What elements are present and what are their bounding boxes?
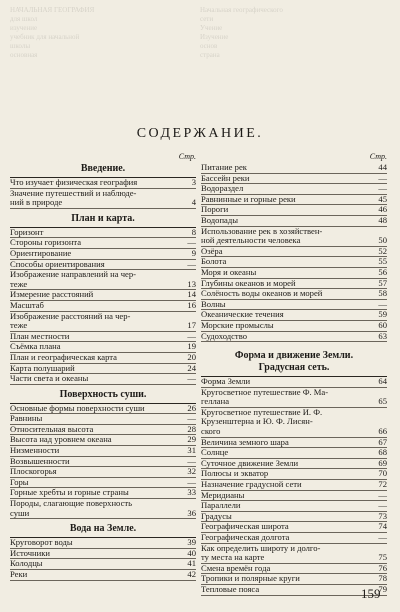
toc-entry-page: 66 [378, 426, 387, 437]
toc-entry-title: Градусы [201, 510, 232, 521]
toc-entry-page: 26 [187, 402, 196, 413]
toc-entry [10, 467, 196, 478]
toc-entry [201, 216, 387, 227]
toc-entry-title: Водопады [201, 214, 239, 225]
section-heading: План и карта. [71, 212, 135, 224]
toc-entry-page: — [187, 373, 196, 384]
toc-entry-title: Питание рек [201, 162, 247, 172]
toc-entry [201, 332, 387, 343]
toc-entry-title: Бассейн реки [201, 172, 250, 183]
toc-entry-title: Водораздел [201, 183, 244, 194]
toc-left-sections [10, 163, 196, 581]
toc-entry-title: Измерение расстояний [10, 289, 94, 300]
bleed-through-left [10, 6, 190, 60]
toc-entry-page: 59 [378, 309, 387, 320]
toc-entry-page: 14 [187, 289, 196, 300]
toc-entry-title: Суточное движение Земли [201, 457, 299, 468]
toc-entry-page: 50 [378, 235, 387, 246]
toc-entry-page: 8 [191, 226, 196, 237]
toc-entry-page: 56 [378, 266, 387, 277]
toc-entry-page: 65 [378, 396, 387, 407]
toc-entry [201, 388, 387, 408]
toc-entry-title: Карта полушарий [10, 362, 75, 373]
toc-entry [201, 408, 387, 438]
toc-entry-page: 28 [187, 423, 196, 434]
toc-entry-page: — [378, 298, 387, 309]
toc-entry-title: Съёмка плана [10, 341, 61, 352]
toc-entry-page: 52 [378, 245, 387, 256]
toc-entry [10, 570, 196, 581]
toc-entry-page: — [187, 413, 196, 424]
toc-entry-page: — [187, 237, 196, 248]
toc-entry-title: Породы, слагающие поверхность суши [10, 498, 133, 518]
toc-entry-title: Низменности [10, 445, 60, 456]
toc-entry [201, 321, 387, 332]
bleed-through-line: основная [10, 51, 38, 59]
toc-entry-page: 17 [187, 320, 196, 331]
toc-entry-page: 69 [378, 457, 387, 468]
toc-entry-title: Тропики и полярные круги [201, 573, 300, 584]
toc-entry-title: Смена времён года [201, 562, 271, 573]
toc-right-top-items [201, 163, 387, 342]
toc-entry-page: 79 [378, 583, 387, 594]
toc-entry-title: Стороны горизонта [10, 237, 82, 248]
toc-entry-page: 68 [378, 447, 387, 458]
toc-left-column [10, 152, 196, 581]
toc-entry-page: — [187, 330, 196, 341]
toc-entry-title: Высота над уровнем океана [10, 434, 112, 445]
toc-entry-title: Плоскогорья [10, 466, 57, 477]
toc-entry-title: Озёра [201, 245, 223, 256]
toc-entry [10, 499, 196, 519]
section-heading: Вода на Земле. [69, 523, 137, 535]
toc-entry [10, 270, 196, 290]
toc-entry-page: — [187, 258, 196, 269]
toc-entry-title: Значение путешествий и наблюде- ний в природе [10, 187, 137, 208]
toc-entry-page: 46 [378, 204, 387, 215]
toc-entry-page: 48 [378, 214, 387, 225]
toc-entry-title: Полюсы и экватор [201, 468, 269, 479]
toc-entry-page: 41 [187, 558, 196, 569]
toc-entry-page: 78 [378, 573, 387, 584]
toc-entry-title: Горы [10, 476, 29, 487]
toc-entry-page: — [378, 183, 387, 194]
toc-entry-title: Как определить широту и долго- ту места на карте [201, 542, 321, 563]
toc-entry-title: Географическая широта [201, 521, 289, 532]
toc-entry-title: Меридианы [201, 489, 245, 500]
toc-entry-page: 63 [378, 330, 387, 341]
toc-entry-title: Параллели [201, 500, 241, 511]
toc-entry [10, 353, 196, 364]
toc-entry-title: Солёность воды океанов и морей [201, 288, 323, 299]
section-heading: Введение. [80, 163, 126, 174]
bleed-through-line: Изучение [200, 33, 229, 41]
toc-entry-page: 72 [378, 479, 387, 490]
toc-entry-page: 19 [187, 341, 196, 352]
page-column-label: Стр. [369, 152, 387, 161]
toc-entry-page: 60 [378, 319, 387, 330]
toc-entry-title: Форма Земли [201, 376, 251, 387]
toc-entry-title: Относительная высота [10, 423, 94, 434]
toc-right-section [201, 350, 387, 595]
toc-entry-title: Моря и океаны [201, 266, 257, 277]
toc-entry-title: Части света и океаны [10, 373, 89, 384]
toc-entry-page: — [378, 489, 387, 500]
toc-entry-page: 67 [378, 436, 387, 447]
toc-entry-page: 73 [378, 510, 387, 521]
toc-entry-page: — [378, 500, 387, 511]
toc-entry-page: 42 [187, 569, 196, 579]
toc-entry-title: Что изучает физическая география [10, 177, 138, 187]
toc-entry-page: 3 [191, 177, 196, 187]
toc-entry-title: Тепловые пояса [201, 583, 260, 594]
toc-entry-page: 74 [378, 521, 387, 532]
toc-entry-page: 40 [187, 547, 196, 558]
section-heading: Форма и движение Земли. Градусная сеть. [234, 350, 354, 374]
toc-entry-page: — [378, 532, 387, 542]
toc-entry-page: 4 [191, 197, 196, 208]
toc-entry [201, 227, 387, 247]
toc-entry-page: 36 [187, 507, 196, 518]
toc-entry-title: Основные формы поверхности суши [10, 402, 145, 413]
toc-entry-title: Круговорот воды [10, 537, 73, 548]
toc-entry-page: 45 [378, 193, 387, 204]
toc-entry-page: 44 [378, 162, 387, 172]
toc-entry [201, 163, 387, 174]
bleed-through-line: сети [200, 15, 214, 23]
toc-entry [201, 438, 387, 449]
bleed-through-right [200, 6, 390, 60]
toc-entry-page: 57 [378, 277, 387, 288]
toc-entry-page: 20 [187, 351, 196, 362]
toc-entry-page: 16 [187, 299, 196, 310]
toc-entry-page: — [378, 172, 387, 183]
toc-entry-title: Колодцы [10, 558, 43, 569]
toc-entry-title: Пороги [201, 204, 229, 215]
toc-entry-title: План и географическая карта [10, 351, 117, 362]
toc-entry-page: 24 [187, 362, 196, 373]
toc-entry [10, 249, 196, 260]
toc-entry-page: 32 [187, 466, 196, 477]
toc-entry-page: 76 [378, 562, 387, 573]
toc-entry-title: Равнины [10, 413, 43, 424]
toc-entry-title: Реки [10, 569, 28, 579]
toc-entry-title: Использование рек в хозяйствен- ной деятельности человека [201, 225, 323, 246]
section-heading: Поверхность суши. [59, 388, 147, 400]
toc-entry-title: Глубины океанов и морей [201, 277, 296, 288]
bleed-through-line: НАЧАЛЬНАЯ ГЕОГРАФИЯ [10, 6, 95, 14]
toc-entry-page: 13 [187, 278, 196, 289]
toc-entry-page: 29 [187, 434, 196, 445]
toc-entry-title: Судоходство [201, 330, 247, 341]
bleed-through-line: Учение [200, 24, 223, 32]
toc-entry [201, 195, 387, 206]
bleed-through-line: для школ [10, 15, 38, 23]
toc-entry-page: — [187, 476, 196, 487]
toc-entry [201, 585, 387, 596]
toc-entry-page: 31 [187, 445, 196, 456]
toc-entry-title: Кругосветное путешествие Ф. Ма- геллана [201, 386, 329, 407]
toc-entry [10, 312, 196, 332]
toc-entry-title: Изображение направлений на чер- теже [10, 269, 136, 289]
toc-entry-title: Источники [10, 547, 51, 558]
toc-entry-title: Назначение градусной сети [201, 479, 302, 490]
page-column-label: Стр. [178, 152, 196, 161]
toc-entry-title: Горные хребты и горные страны [10, 487, 129, 498]
toc-entry [10, 374, 196, 385]
toc-entry [201, 268, 387, 279]
bleed-through-line: учебник для начальной [10, 33, 80, 41]
bleed-through-line: изучение [10, 24, 38, 32]
toc-entry-title: Масштаб [10, 299, 44, 310]
toc-entry [201, 247, 387, 258]
bleed-through-text [0, 6, 400, 116]
bleed-through-line: школы [10, 42, 31, 50]
toc-entry-page: 33 [187, 487, 196, 498]
toc-entry-title: Солнце [201, 447, 229, 458]
toc-entry-title: Ориентирование [10, 247, 72, 258]
toc-entry [201, 533, 387, 544]
bleed-through-line: основ [200, 42, 218, 50]
toc-entry-title: Горизонт [10, 226, 44, 237]
toc-entry-title: Кругосветное путешествие И. Ф. Крузенштерна и Ю. Ф. Лисян- ского [201, 406, 323, 437]
toc-entry-page: 70 [378, 468, 387, 479]
toc-entry [201, 289, 387, 300]
toc-entry-title: Способы ориентирования [10, 258, 105, 269]
toc-entry-page: — [187, 455, 196, 466]
toc-entry [10, 178, 196, 189]
toc-entry-title: Возвышенности [10, 455, 70, 466]
toc-entry-title: Изображение расстояний на чер- теже [10, 310, 131, 331]
toc-entry [10, 559, 196, 570]
toc-entry-title: Океанические течения [201, 309, 284, 320]
toc-entry [201, 544, 387, 564]
bleed-through-line: Начальная географического [200, 6, 283, 14]
toc-right-column [201, 152, 387, 596]
page-title: СОДЕРЖАНИЕ. [136, 126, 264, 141]
toc-entry-page: 75 [378, 552, 387, 563]
toc-entry-title: Болота [201, 256, 227, 267]
page-number: 159 [361, 586, 381, 601]
toc-entry-title: План местности [10, 330, 70, 341]
toc-entry-page: 55 [378, 256, 387, 267]
toc-entry-page: 64 [378, 376, 387, 387]
toc-entry-title: Волны [201, 298, 226, 309]
toc-entry-page: 9 [191, 247, 196, 258]
bleed-through-line: страна [200, 51, 220, 59]
toc-entry-title: Морские промыслы [201, 319, 274, 330]
toc-entry-page: 58 [378, 288, 387, 299]
toc-entry-page: 39 [187, 537, 196, 548]
toc-entry-title: Географическая долгота [201, 532, 290, 542]
toc-entry [10, 301, 196, 312]
toc-entry [10, 189, 196, 209]
toc-entry-title: Величина земного шара [201, 436, 289, 447]
toc-entry-title: Равнинные и горные реки [201, 193, 296, 204]
